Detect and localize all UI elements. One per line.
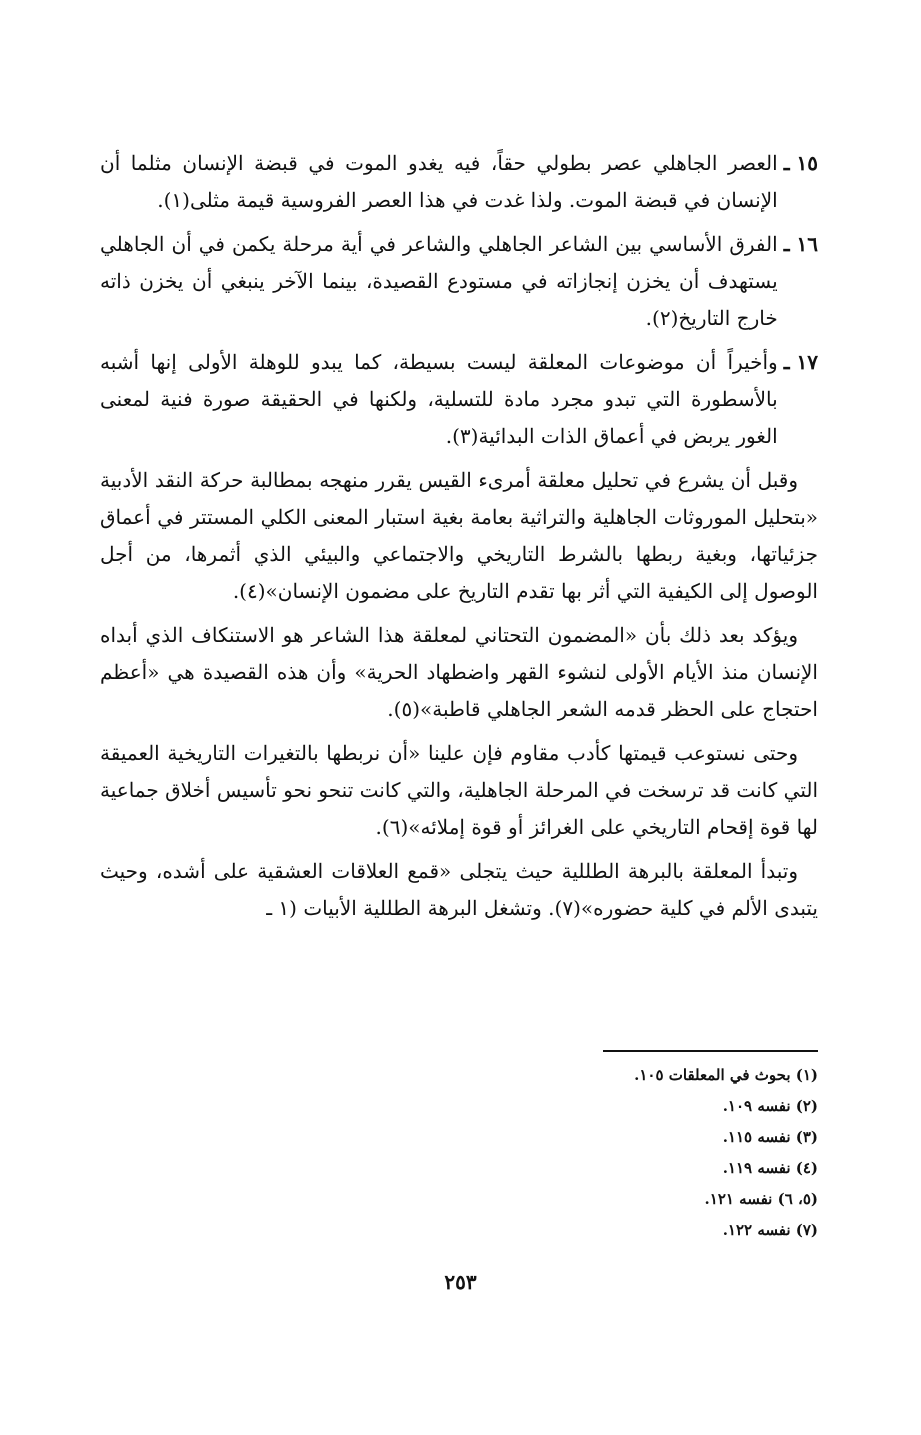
footnote: (٧) نفسه ١٢٢. <box>722 1221 818 1239</box>
item-text: الفرق الأساسي بين الشاعر الجاهلي والشاعر في أية مرحلة يكمن في أن الجاهلي يستهدف أن يخزن إنجازاته في مستودع القصيدة، بينما الآخر ينبغي أن يخزن ذاته خارج التاريخ(٢). <box>100 232 778 330</box>
body-text <box>100 145 818 934</box>
paragraph-resistance: وحتى نستوعب قيمتها كأدب مقاوم فإن علينا «أن نربطها بالتغيرات التاريخية العميقة التي كانت قد ترسخت في المرحلة الجاهلية، والتي كانت تنحو نحو تأسيس أخلاق جماعية لها قوة إقحام التاريخي على الغرائز أو قوة إملائه»(٦). <box>100 741 818 839</box>
item-text: وأخيراً أن موضوعات المعلقة ليست بسيطة، كما يبدو للوهلة الأولى إنها أشبه بالأسطورة التي تبدو مجرد مادة للتسلية، ولكنها في الحقيقة صورة فنية لمعنى الغور يربض في أعماق الذات البدائية(٣). <box>100 350 778 448</box>
item-number: ١٥ ـ <box>783 151 818 175</box>
page-number: ٢٥٣ <box>444 1270 477 1294</box>
paragraph-content: ويؤكد بعد ذلك بأن «المضمون التحتاني لمعلقة هذا الشاعر هو الاستنكاف الذي أبداه الإنسان منذ الأيام الأولى لنشوء القهر واضطهاد الحرية» وأن هذه القصيدة هي «أعظم احتجاج على الحظر قدمه الشعر الجاهلي قاطبة»(٥). <box>100 623 818 721</box>
paragraph-method: وقبل أن يشرع في تحليل معلقة أمرىء القيس يقرر منهجه بمطالبة حركة النقد الأدبية «بتحليل الموروثات الجاهلية والتراثية بعامة بغية استبار المعنى الكلي المستتر في أعماق جزئياتها، وبغية ربطها بالشرط التاريخي والاجتماعي والبيئي الذي أثمرها، من أجل الوصول إلى الكيفية التي أثر بها تقدم التاريخ على مضمون الإنسان»(٤). <box>100 468 818 603</box>
footnote: (٤) نفسه ١١٩. <box>722 1159 818 1177</box>
numbered-item-16 <box>100 226 818 337</box>
numbered-item-15 <box>100 145 818 219</box>
footnote: (٥، ٦) نفسه ١٢١. <box>704 1190 818 1208</box>
footnote-divider <box>603 1050 818 1052</box>
footnotes <box>100 1060 818 1246</box>
footnote: (٣) نفسه ١١٥. <box>722 1128 818 1146</box>
item-number: ١٧ ـ <box>783 350 818 374</box>
footnote: (١) بحوث في المعلقات ١٠٥. <box>634 1066 818 1084</box>
item-text: العصر الجاهلي عصر بطولي حقاً، فيه يغدو الموت في قبضة الإنسان مثلما أن الإنسان في قبضة الموت. ولذا غدت في هذا العصر الفروسية قيمة مثلى(١). <box>100 151 778 212</box>
item-number: ١٦ ـ <box>783 232 818 256</box>
footnote: (٢) نفسه ١٠٩. <box>722 1097 818 1115</box>
numbered-item-17 <box>100 344 818 455</box>
paragraph-ruins: وتبدأ المعلقة بالبرهة الطللية حيث يتجلى «قمع العلاقات العشقية على أشده، وحيث يتبدى الألم في كلية حضوره»(٧). وتشغل البرهة الطللية الأبيات (١ ـ <box>100 859 818 920</box>
